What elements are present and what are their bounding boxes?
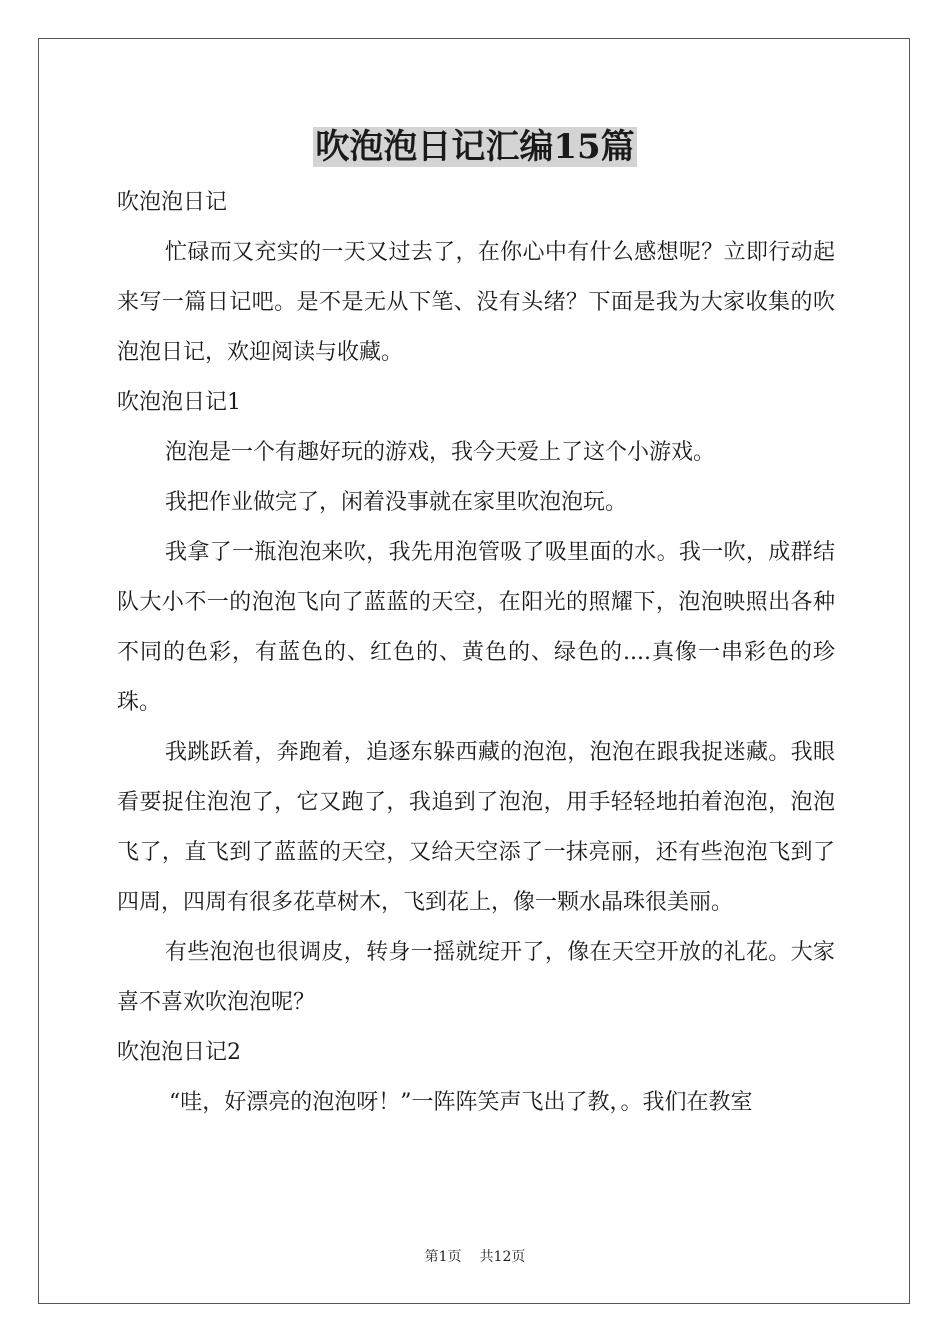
section-heading: 吹泡泡日记1	[117, 390, 241, 415]
paragraph: 忙碌而又充实的一天又过去了，在你心中有什么感想呢？立即行动起来写一篇日记吧。是不是无从下笔、没有头绪？下面是我为大家收集的吹泡泡日记，欢迎阅读与收藏。	[117, 240, 835, 365]
section-heading: 吹泡泡日记	[117, 190, 228, 215]
page-total: 共12页	[479, 1249, 526, 1265]
paragraph: 泡泡是一个有趣好玩的游戏，我今天爱上了这个小游戏。	[165, 440, 716, 465]
section-heading: 吹泡泡日记2	[117, 1040, 241, 1065]
document-body	[117, 178, 835, 1128]
page-footer	[0, 1248, 950, 1266]
paragraph: 有些泡泡也很调皮，转身一摇就绽开了，像在天空开放的礼花。大家喜不喜欢吹泡泡呢？	[117, 940, 835, 1015]
paragraph: 我拿了一瓶泡泡来吹，我先用泡管吸了吸里面的水。我一吹，成群结队大小不一的泡泡飞向了蓝蓝的天空，在阳光的照耀下，泡泡映照出各种不同的色彩，有蓝色的、红色的、黄色的、绿色的....真像一串彩色的珍珠。	[117, 540, 835, 715]
paragraph: 我把作业做完了，闲着没事就在家里吹泡泡玩。	[165, 490, 628, 515]
document-title-text: 吹泡泡日记汇编15篇	[315, 127, 635, 167]
paragraph: “哇，好漂亮的泡泡呀！”一阵阵笑声飞出了教，。我们在教室	[169, 1090, 753, 1115]
document-title	[0, 124, 950, 170]
page-number: 第1页	[424, 1249, 462, 1265]
paragraph: 我跳跃着，奔跑着，追逐东躲西藏的泡泡，泡泡在跟我捉迷藏。我眼看要捉住泡泡了，它又跑了，我追到了泡泡，用手轻轻地拍着泡泡，泡泡飞了，直飞到了蓝蓝的天空，又给天空添了一抹亮丽，还有些泡泡飞到了四周，四周有很多花草树木，飞到花上，像一颗水晶珠很美丽。	[117, 740, 835, 915]
